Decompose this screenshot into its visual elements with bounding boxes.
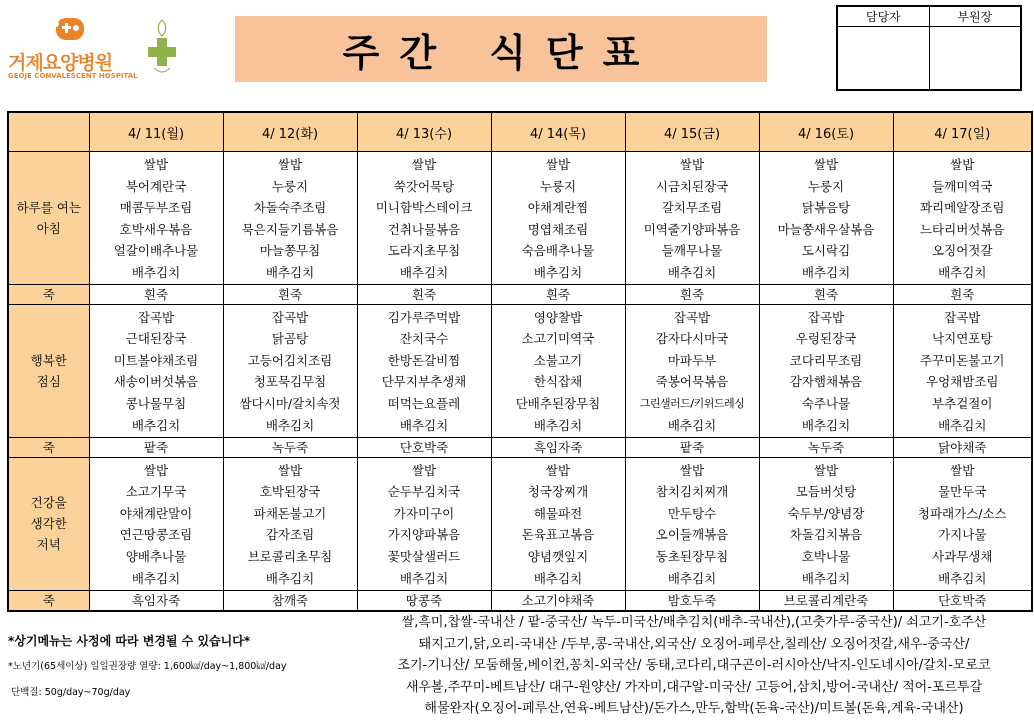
menu-item: 사과무생채: [932, 548, 993, 564]
menu-item: 가지나물: [938, 527, 987, 543]
menu-item: 마늘쫑새우살볶음: [777, 221, 875, 237]
meal-cell: [89, 304, 223, 437]
breakfast-label: [8, 152, 89, 285]
menu-item: 양배추나물: [125, 548, 187, 564]
menu-item: 배추김치: [533, 417, 583, 433]
menu-item: 배추김치: [801, 417, 851, 433]
lunch-label: [8, 304, 89, 437]
menu-item: 동초된장무침: [655, 548, 729, 564]
day-header: 4/ 13(수): [357, 112, 491, 152]
menu-item: 누룽지: [807, 178, 845, 194]
menu-item: 배추김치: [265, 570, 315, 586]
meal-cell: [491, 304, 625, 437]
menu-item: 배추김치: [265, 264, 315, 280]
meal-cell: [893, 457, 1032, 590]
menu-item: 근대된장국: [125, 331, 187, 347]
porridge-cell: 흰죽: [223, 284, 357, 304]
porridge-cell: 팥죽: [89, 437, 223, 457]
menu-item: 쑥갓어묵탕: [393, 178, 455, 194]
origin-line: 해물완자(오징어-페루산,연육-베트남산)/돈가스,만두,함박(돈육-국산)/미트볼(돈육,계육-국내산): [424, 701, 964, 716]
porridge-cell: 흰죽: [759, 284, 893, 304]
menu-item: 도시락김: [801, 243, 851, 259]
energy-recommendation: *노년기(65세이상) 일일권장량 열량: 1,600㎉/day~1,800㎉/day: [8, 661, 287, 672]
porridge-cell: 흰죽: [893, 284, 1032, 304]
menu-item: 돈육표고볶음: [521, 527, 595, 543]
meal-cell: [357, 457, 491, 590]
menu-item: 오이들깨볶음: [655, 527, 729, 543]
meal-cell: [223, 304, 357, 437]
lunch-row: [8, 304, 1032, 437]
menu-item: 쌀밥: [545, 462, 571, 478]
menu-item: 청포묵김무침: [253, 374, 327, 390]
menu-item: 호박된장국: [259, 484, 321, 500]
menu-item: 낙지연포탕: [932, 331, 993, 347]
porridge-cell: 참깨죽: [223, 590, 357, 611]
menu-item: 가지양파볶음: [387, 527, 461, 543]
menu-item: 느타리버섯볶음: [919, 221, 1005, 237]
menu-item: 닭볶음탕: [801, 200, 851, 216]
menu-item: 미니함박스테이크: [375, 200, 473, 216]
menu-item: 배추김치: [399, 570, 449, 586]
menu-item: 감자다시마국: [655, 331, 729, 347]
day-header: 4/ 14(목): [491, 112, 625, 152]
menu-item: 청파래가스/소스: [917, 505, 1007, 521]
porridge-cell: 흰죽: [625, 284, 759, 304]
menu-item: 꽃맛살샐러드: [387, 548, 461, 564]
porridge-cell: 녹두죽: [759, 437, 893, 457]
porridge-label: 죽: [8, 284, 89, 304]
breakfast-row: [8, 152, 1032, 285]
menu-item: 양념깻잎지: [527, 548, 589, 564]
menu-item: 잡곡밥: [807, 309, 845, 325]
menu-item: 배추김치: [131, 570, 181, 586]
menu-item: 야채계란찜: [527, 200, 589, 216]
menu-item: 잡곡밥: [944, 309, 981, 325]
menu-item: 건취나물볶음: [387, 221, 461, 237]
meal-cell: [893, 304, 1032, 437]
menu-item: 코다리무조림: [789, 352, 863, 368]
meal-cell: [759, 457, 893, 590]
menu-item: 소고기무국: [125, 484, 187, 500]
menu-item: 잡곡밥: [271, 309, 309, 325]
hospital-subtitle: GEOJE CONVALESCENT HOSPITAL: [8, 72, 138, 80]
logo-cross-icon: [144, 16, 180, 82]
menu-item: 한방돈갈비찜: [387, 352, 461, 368]
menu-item: 쌀밥: [813, 462, 839, 478]
menu-item: 매콤두부조림: [119, 200, 193, 216]
meal-cell: [223, 152, 357, 285]
menu-item: 부추겉절이: [932, 395, 993, 411]
menu-item: 감자햄채볶음: [789, 374, 863, 390]
lunch-porridge-row: [8, 437, 1032, 457]
meal-cell: [893, 152, 1032, 285]
menu-item: 연근땅콩조림: [119, 527, 193, 543]
menu-item: 쌀밥: [813, 157, 839, 172]
menu-item: 김가루주먹밥: [387, 309, 461, 325]
menu-item: 쌀밥: [143, 462, 169, 478]
meal-cell: [89, 457, 223, 590]
label-line: 행복한: [30, 352, 67, 368]
porridge-cell: 밤호두죽: [625, 590, 759, 611]
menu-item: 숙두부/양념장: [787, 505, 865, 521]
menu-item: 호박새우볶음: [119, 221, 193, 237]
menu-item: 잡곡밥: [673, 309, 711, 325]
approval-label-manager: 담당자: [837, 6, 929, 27]
dinner-row: [8, 457, 1032, 590]
menu-item: 단배추된장무침: [515, 395, 601, 411]
meal-cell: [759, 152, 893, 285]
porridge-cell: 흑임자죽: [89, 590, 223, 611]
change-notice: *상기메뉴는 사정에 따라 변경될 수 있습니다*: [8, 634, 251, 648]
breakfast-porridge-row: [8, 284, 1032, 304]
label-line: 하루를 여는: [16, 199, 81, 215]
menu-item: 배추김치: [399, 417, 449, 433]
menu-item: 쌀밥: [950, 157, 975, 172]
menu-item: 단무지부추생채: [381, 374, 467, 390]
menu-item: 야채계란말이: [119, 505, 193, 521]
menu-item: 한식잡채: [533, 374, 583, 390]
menu-item: 쌀밥: [411, 157, 437, 172]
notes: [8, 632, 348, 698]
menu-item: 배추김치: [667, 264, 717, 280]
origin-info: [356, 612, 1032, 720]
menu-item: 감자조림: [265, 527, 315, 543]
porridge-cell: 단호박죽: [893, 590, 1032, 611]
menu-item: 마파두부: [667, 352, 717, 368]
menu-item: 배추김치: [938, 264, 987, 280]
menu-item: 청국장찌개: [527, 484, 589, 500]
menu-item: 들깨무나물: [661, 243, 723, 259]
menu-item: 소고기미역국: [521, 331, 595, 347]
origin-line: 조기-기니산/ 모둠해물,베이컨,꽁치-외국산/ 동태,코다리,대구곤이-러시아산/낙지-인도네시아/갈치-모로코: [397, 658, 991, 673]
menu-item: 잔치국수: [399, 331, 449, 347]
menu-item: 물만두국: [938, 484, 987, 500]
day-header: 4/ 15(금): [625, 112, 759, 152]
menu-item: 잡곡밥: [137, 309, 175, 325]
menu-item: 쌀밥: [277, 157, 303, 172]
menu-item: 쌀밥: [950, 462, 975, 478]
menu-item: 시금치된장국: [655, 178, 729, 194]
menu-item: 고등어김치조림: [247, 352, 333, 368]
porridge-cell: 단호박죽: [357, 437, 491, 457]
porridge-label: 죽: [8, 437, 89, 457]
menu-item: 새송이버섯볶음: [113, 374, 199, 390]
menu-item: 우엉채밤조림: [926, 374, 999, 390]
porridge-cell: 흰죽: [89, 284, 223, 304]
porridge-cell: 브로콜리계란죽: [759, 590, 893, 611]
day-header: 4/ 16(토): [759, 112, 893, 152]
menu-item: 배추김치: [801, 570, 851, 586]
meal-cell: [357, 304, 491, 437]
menu-item: 꽈리메알장조림: [919, 200, 1005, 216]
hospital-name: 거제요양병원: [8, 52, 113, 74]
protein-recommendation: 단백질: 50g/day~70g/day: [11, 687, 131, 698]
menu-item: 묵은지들기름볶음: [241, 221, 339, 237]
menu-item: 호박나물: [801, 548, 851, 564]
menu-item: 갈치무조림: [661, 200, 723, 216]
menu-item: 쌀밥: [679, 462, 705, 478]
menu-item: 쌀밥: [679, 157, 705, 172]
origin-line: 쌀,흑미,찹쌀-국내산 / 팥-중국산/ 녹두-미국산/배추김치(배추-국내산),(고춧가루-중국산)/ 쇠고기-호주산: [401, 615, 987, 630]
menu-item: 배추김치: [938, 417, 987, 433]
menu-item: 가자미구이: [393, 505, 455, 521]
day-header: 4/ 11(월): [89, 112, 223, 152]
menu-item: 콩나물무침: [125, 395, 187, 411]
menu-item: 배추김치: [533, 264, 583, 280]
porridge-cell: 흰죽: [357, 284, 491, 304]
label-line: 점심: [36, 373, 61, 389]
porridge-cell: 녹두죽: [223, 437, 357, 457]
day-header: 4/ 17(일): [893, 112, 1032, 152]
meal-cell: [625, 457, 759, 590]
approval-sign-vice-director[interactable]: [929, 27, 1021, 91]
day-header: 4/ 12(화): [223, 112, 357, 152]
menu-item: 얼갈이배추나물: [113, 243, 199, 259]
menu-item: 쌀밥: [277, 462, 303, 478]
meal-cell: [491, 152, 625, 285]
menu-item: 누룽지: [539, 178, 577, 194]
porridge-cell: 팥죽: [625, 437, 759, 457]
menu-item: 숙주나물: [801, 395, 851, 411]
menu-item: 배추김치: [667, 417, 717, 433]
menu-item: 오징어젓갈: [932, 243, 993, 259]
header-corner: [8, 112, 89, 152]
meal-cell: [625, 152, 759, 285]
porridge-cell: 소고기야채죽: [491, 590, 625, 611]
origin-line: 새우볼,주꾸미-베트남산/ 대구-원양산/ 가자미,대구알-미국산/ 고등어,삼치,방어-국내산/ 적어-포르투갈: [405, 679, 983, 695]
page-title: 주간 식단표: [235, 16, 767, 82]
weekly-menu-table: [7, 111, 1033, 612]
meal-cell: [357, 152, 491, 285]
menu-item: 떠먹는요플레: [387, 395, 461, 411]
approval-box: [836, 5, 1022, 91]
menu-item: 누룽지: [271, 178, 309, 194]
day-header-row: [8, 112, 1032, 152]
menu-item: 파채돈불고기: [253, 505, 327, 521]
menu-item: 북어계란국: [125, 178, 187, 194]
menu-item: 배추김치: [265, 417, 315, 433]
menu-item: 영양찰밥: [533, 309, 583, 325]
menu-item: 만두탕수: [667, 505, 717, 521]
menu-item: 배추김치: [801, 264, 851, 280]
approval-sign-manager[interactable]: [837, 27, 929, 91]
menu-item: 그린샐러드/키위드레싱: [639, 396, 745, 410]
label-line: 저녁: [36, 537, 61, 553]
menu-item: 차돌숙주조림: [253, 200, 327, 216]
menu-item: 닭곰탕: [271, 331, 309, 347]
menu-item: 쌈다시마/갈치속젓: [239, 395, 341, 411]
menu-item: 배추김치: [667, 570, 717, 586]
porridge-label: 죽: [8, 590, 89, 611]
menu-item: 순두부김치국: [387, 484, 461, 500]
porridge-cell: 땅콩죽: [357, 590, 491, 611]
menu-item: 쌀밥: [545, 157, 571, 172]
menu-item: 배추김치: [399, 264, 449, 280]
menu-item: 브로콜리초무침: [247, 548, 333, 564]
label-line: 생각한: [30, 516, 67, 532]
porridge-cell: 흑임자죽: [491, 437, 625, 457]
menu-item: 참치김치찌개: [655, 484, 729, 500]
menu-item: 우렁된장국: [795, 331, 857, 347]
menu-item: 미역줄기양파볶음: [643, 221, 741, 237]
meal-cell: [491, 457, 625, 590]
menu-item: 모듬버섯탕: [795, 484, 857, 500]
menu-item: 숙음배추나물: [521, 243, 595, 259]
menu-item: 마늘쫑무침: [259, 243, 321, 259]
menu-item: 해물파전: [533, 505, 583, 521]
meal-cell: [759, 304, 893, 437]
logo-mark-icon: [50, 14, 88, 44]
menu-item: 명엽채조림: [527, 221, 589, 237]
meal-cell: [89, 152, 223, 285]
hospital-logo: [6, 8, 176, 88]
menu-item: 들깨미역국: [932, 178, 993, 194]
menu-item: 주꾸미돈불고기: [919, 352, 1005, 368]
menu-item: 미트볼야채조림: [113, 352, 199, 368]
origin-line: 돼지고기,닭,오리-국내산 /두부,콩-국내산,외국산/ 오징어-페루산,칠레산/ 오징어젓갈,새우-중국산/: [418, 636, 970, 652]
label-line: 아침: [36, 220, 61, 236]
menu-item: 소불고기: [533, 352, 583, 368]
meal-cell: [625, 304, 759, 437]
menu-item: 배추김치: [533, 570, 583, 586]
menu-item: 배추김치: [938, 570, 987, 586]
menu-item: 차돌김치볶음: [789, 527, 863, 543]
porridge-cell: 닭야채죽: [893, 437, 1032, 457]
menu-item: 쌀밥: [143, 157, 169, 172]
approval-label-vice-director: 부원장: [929, 6, 1021, 27]
dinner-label: [8, 457, 89, 590]
menu-item: 배추김치: [131, 264, 181, 280]
menu-item: 도라지초무침: [387, 243, 461, 259]
dinner-porridge-row: [8, 590, 1032, 611]
menu-item: 쌀밥: [411, 462, 437, 478]
label-line: 건강을: [30, 495, 67, 511]
menu-item: 배추김치: [131, 417, 181, 433]
menu-item: 죽봉어묵볶음: [655, 374, 729, 390]
porridge-cell: 흰죽: [491, 284, 625, 304]
meal-cell: [223, 457, 357, 590]
